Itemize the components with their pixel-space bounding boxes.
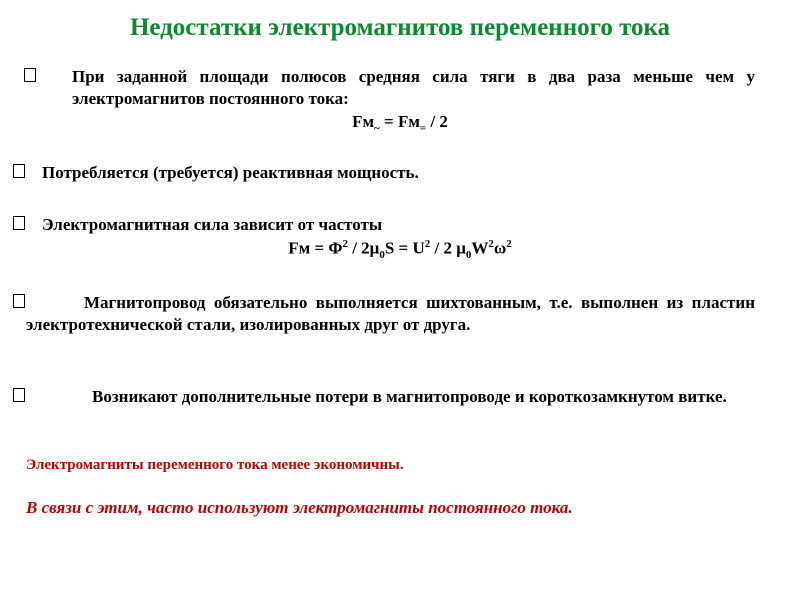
- bullet-5-text: Возникают дополнительные потери в магнитопроводе и короткозамкнутом витке.: [92, 387, 727, 406]
- bullet-2-text: Потребляется (требуется) реактивная мощность.: [42, 163, 419, 182]
- bullet-box-icon: [13, 388, 25, 402]
- bullet-3-formula: Fм = $\Phi^2 / 2\mu_0S = U^2 / 2$ $\mu_0W^2\omega^2$: [288, 238, 512, 262]
- bullet-4-text: Магнитопровод обязательно выполняется шихтованным, т.е. выполнен из пластин электротехнической стали, изолированных друг от друга.: [26, 293, 755, 334]
- bullet-1-formula: $Fм_\sim = Fм_= / 2$: [352, 112, 448, 135]
- bullet-box-icon: [13, 164, 25, 178]
- bullet-1-text: При заданной площади полюсов средняя сила тяги в два раза меньше чем у электромагнитов постоянного тока:: [72, 67, 755, 108]
- bullet-3-text: Электромагнитная сила зависит от частоты: [42, 215, 383, 234]
- bullet-box-icon: [13, 294, 25, 308]
- bullet-box-icon: [24, 68, 36, 82]
- conclusion-economy: Электромагниты переменного тока менее экономичны.: [26, 457, 404, 473]
- page-title: Недостатки электромагнитов переменного тока: [129, 14, 671, 41]
- conclusion-recommendation: В связи с этим, часто используют электромагниты постоянного тока.: [26, 498, 573, 517]
- bullet-box-icon: [13, 216, 25, 230]
